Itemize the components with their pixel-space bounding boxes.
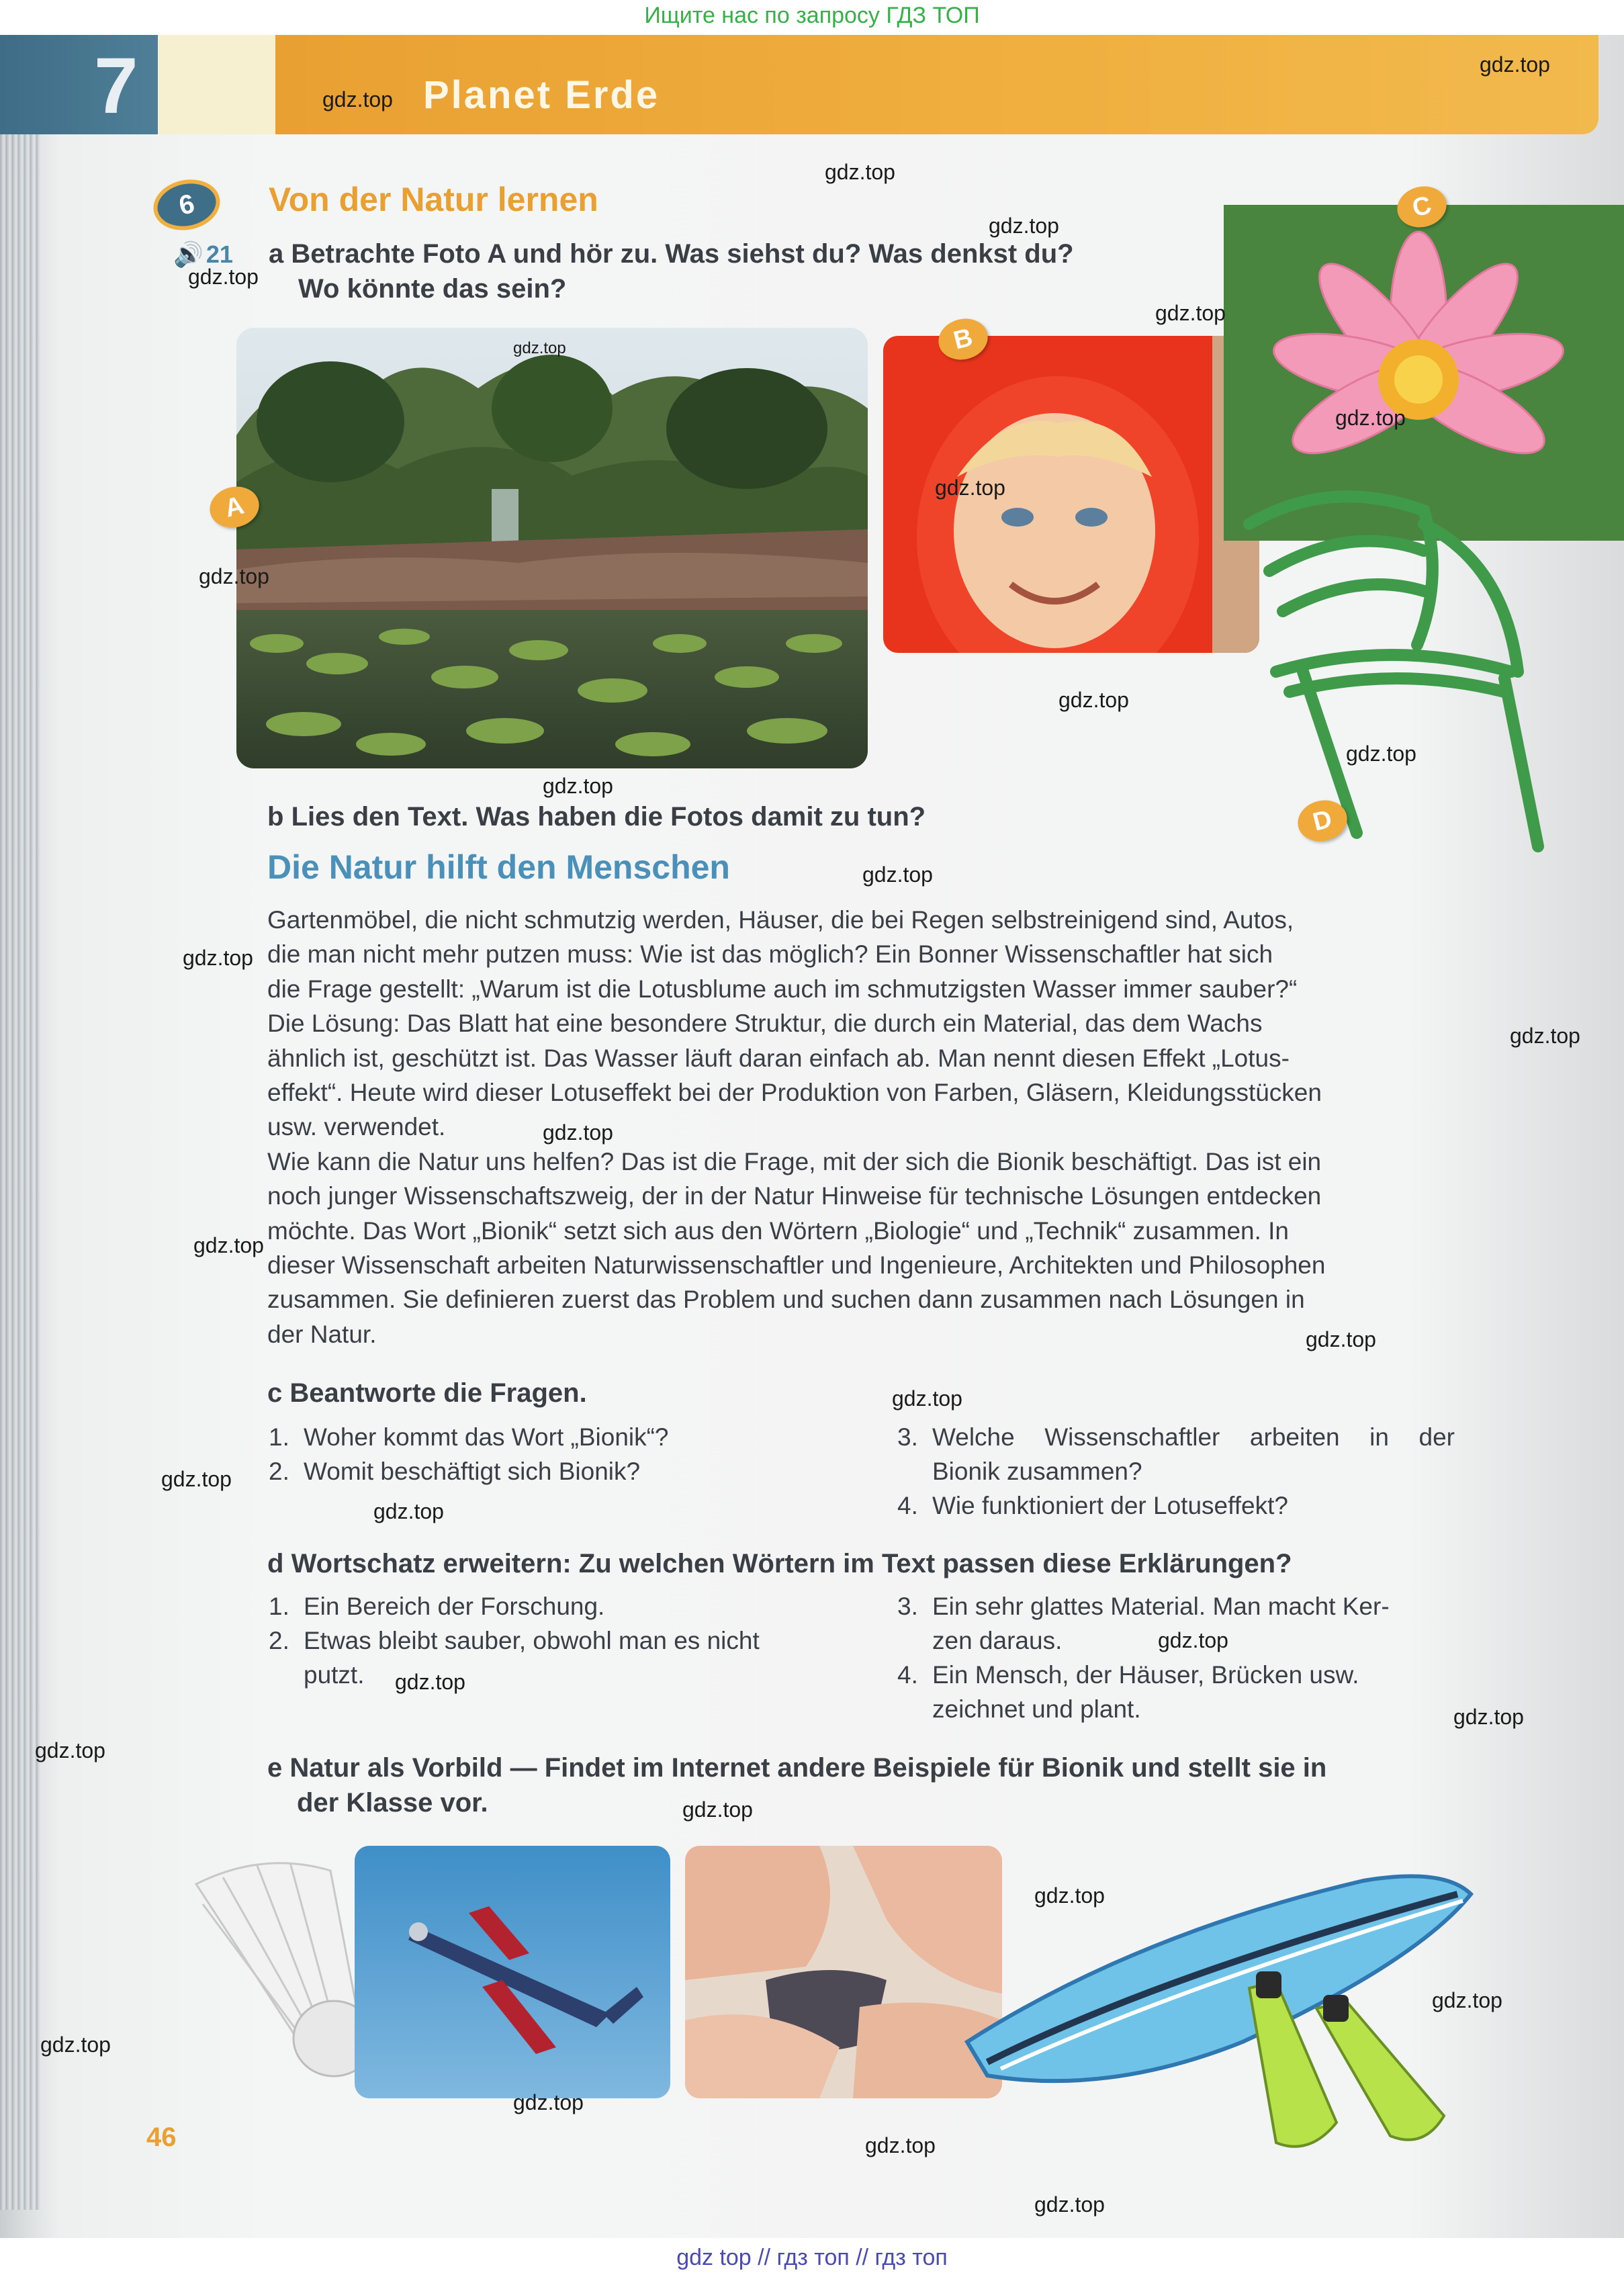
- task-b-text: Lies den Text. Was haben die Fotos damit zu tun?: [291, 802, 926, 832]
- reading-line: dieser Wissenschaft arbeiten Naturwissenschaftler und Ingenieure, Architekten und Philosophen: [267, 1251, 1326, 1280]
- watermark-text: gdz.top: [373, 1499, 444, 1523]
- definition-item: 2. Etwas bleibt sauber, obwohl man es nicht: [269, 1627, 760, 1654]
- watermark-text: gdz.top: [1346, 742, 1416, 766]
- photo-b-label: B: [934, 314, 992, 365]
- watermark-text: gdz.top: [543, 1120, 613, 1145]
- reading-line: effekt“. Heute wird dieser Lotuseffekt bei der Produktion von Farben, Gläsern, Kleidungsstücken: [267, 1079, 1322, 1107]
- reading-line: usw. verwendet.: [267, 1113, 446, 1141]
- reading-line: der Natur.: [267, 1320, 377, 1348]
- page-number: 46: [146, 2123, 177, 2152]
- watermark-text: gdz.top: [865, 2133, 936, 2157]
- watermark-text: gdz.top: [1306, 1327, 1376, 1351]
- audio-track-number: 21: [206, 240, 233, 268]
- reading-line: Gartenmöbel, die nicht schmutzig werden, Häuser, die bei Regen selbstreinigend sind, Autos,: [267, 906, 1294, 934]
- watermark-text: gdz.top: [1480, 52, 1550, 77]
- watermark-text: gdz.top: [543, 774, 613, 798]
- reading-line: die Frage gestellt: „Warum ist die Lotusblume auch im schmutzigsten Wasser immer sauber?“: [267, 975, 1298, 1003]
- watermark-text: gdz.top: [395, 1670, 465, 1694]
- watermark-text: gdz.top: [1155, 301, 1226, 325]
- watermark-text: gdz.top: [513, 2090, 584, 2114]
- reading-line: Die Lösung: Das Blatt hat eine besondere Struktur, die durch ein Material, das dem Wachs: [267, 1010, 1263, 1038]
- watermark-text: gdz.top: [1058, 688, 1129, 712]
- definition-item-continued: zen daraus.: [932, 1627, 1063, 1654]
- watermark-text: gdz.top: [935, 476, 1005, 500]
- watermark-text: gdz.top: [892, 1386, 962, 1411]
- reading-title: Die Natur hilft den Menschen: [267, 848, 730, 886]
- watermark-text: gdz.top: [161, 1467, 232, 1491]
- watermark-text: gdz.top: [183, 946, 253, 970]
- task-c-letter: c: [267, 1378, 283, 1408]
- section-number-badge: 6: [148, 173, 224, 236]
- chapter-light-strip: [158, 35, 275, 134]
- question-item: 4. Wie funktioniert der Lotuseffekt?: [897, 1492, 1288, 1519]
- task-c-title: Beantworte die Fragen.: [289, 1378, 587, 1408]
- task-e-line2: der Klasse vor.: [297, 1788, 488, 1818]
- reading-line: ähnlich ist, geschützt ist. Das Wasser läuft daran einfach ab. Man nennt diesen Effekt „Lotus-: [267, 1044, 1290, 1072]
- photo-a-garden-pond: [236, 328, 868, 768]
- section-title: Von der Natur lernen: [269, 181, 598, 218]
- photo-a-illustration: [236, 328, 868, 768]
- watermark-text: gdz.top: [682, 1797, 753, 1822]
- velcro-image: [685, 1846, 1002, 2098]
- task-d-letter: d: [267, 1549, 284, 1578]
- task-a-line2: Wo könnte das sein?: [298, 274, 567, 304]
- reading-text: [267, 903, 1449, 1351]
- watermark-text: gdz.top: [322, 87, 393, 111]
- airplane-image: [355, 1846, 670, 2098]
- watermark-text: gdz.top: [1034, 1883, 1105, 1908]
- task-e-letter: e: [267, 1753, 283, 1783]
- watermark-text: gdz.top: [199, 564, 269, 588]
- photo-a-label: A: [206, 482, 263, 533]
- task-a-letter: a: [269, 239, 284, 269]
- photo-d-label: D: [1294, 795, 1351, 846]
- task-d: [267, 1546, 1292, 1581]
- photo-c-label: C: [1393, 181, 1451, 232]
- definition-item: 3. Ein sehr glattes Material. Man macht Ker-: [897, 1593, 1390, 1620]
- question-item-continued: Bionik zusammen?: [932, 1458, 1142, 1485]
- task-e: [267, 1750, 1326, 1785]
- airplane-illustration: [355, 1846, 670, 2098]
- task-d-items-left: [269, 1589, 860, 1692]
- reading-line: die man nicht mehr putzen muss: Wie ist das möglich? Ein Bonner Wissenschaftler hat sich: [267, 940, 1273, 969]
- task-b: [267, 799, 926, 834]
- task-a: [269, 236, 1074, 271]
- watermark-text: gdz.top: [1510, 1024, 1580, 1048]
- definition-item: 4. Ein Mensch, der Häuser, Brücken usw.: [897, 1661, 1359, 1689]
- watermark-text: gdz.top: [862, 862, 933, 887]
- reading-line: möchte. Das Wort „Bionik“ setzt sich aus den Wörtern „Biologie“ und „Technik“ zusammen. In: [267, 1216, 1290, 1245]
- photo-d-green-chair: [1222, 470, 1572, 860]
- task-c-questions-left: [269, 1420, 860, 1488]
- watermark-text: gdz.top: [825, 160, 895, 184]
- question-item: 3. Welche Wissenschaftler arbeiten in der: [897, 1423, 1455, 1451]
- definition-item-continued: zeichnet und plant.: [932, 1695, 1141, 1723]
- task-b-letter: b: [267, 802, 284, 832]
- definition-item-continued: putzt.: [304, 1661, 365, 1689]
- watermark-text: gdz.top: [513, 339, 566, 357]
- chapter-number: 7: [94, 42, 138, 130]
- reading-line: zusammen. Sie definieren zuerst das Problem und suchen dann zusammen nach Lösungen in: [267, 1286, 1305, 1314]
- chapter-title: Planet Erde: [423, 73, 660, 117]
- watermark-text: gdz.top: [40, 2033, 111, 2057]
- watermark-text: gdz.top: [1335, 406, 1406, 430]
- reading-line: Wie kann die Natur uns helfen? Das ist die Frage, mit der sich die Bionik beschäftigt. Das ist ein: [267, 1147, 1322, 1175]
- photo-d-illustration: [1222, 470, 1572, 860]
- task-d-title: Wortschatz erweitern: Zu welchen Wörtern im Text passen diese Erklärungen?: [291, 1549, 1292, 1578]
- reading-line: noch junger Wissenschaftszweig, der in der Natur Hinweise für technische Lösungen entdecken: [267, 1182, 1322, 1210]
- watermark-text: gdz.top: [1432, 1988, 1502, 2012]
- watermark-text: gdz.top: [193, 1233, 264, 1257]
- task-c: [267, 1376, 587, 1411]
- watermark-text: gdz.top: [1453, 1705, 1524, 1729]
- watermark-text: gdz.top: [989, 214, 1059, 238]
- velcro-illustration: [685, 1846, 1002, 2098]
- watermark-text: gdz.top: [1034, 2192, 1105, 2217]
- task-a-line1: Betrachte Foto A und hör zu. Was siehst du? Was denkst du?: [291, 239, 1074, 269]
- watermark-text: gdz.top: [35, 1738, 105, 1762]
- watermark-text: gdz.top: [1158, 1628, 1228, 1652]
- definition-item: 1. Ein Bereich der Forschung.: [269, 1593, 605, 1620]
- footer-links[interactable]: gdz top // гдз топ // гдз топ: [0, 2238, 1624, 2277]
- speaker-icon: 🔊: [173, 240, 204, 268]
- task-c-questions-right: [897, 1420, 1455, 1523]
- question-item: 1. Woher kommt das Wort „Bionik“?: [269, 1423, 669, 1451]
- page-edges: [0, 128, 40, 2210]
- watermark-text: gdz.top: [188, 265, 259, 289]
- task-d-items-right: [897, 1589, 1455, 1726]
- question-item: 2. Womit beschäftigt sich Bionik?: [269, 1458, 641, 1485]
- task-e-line1: Natur als Vorbild — Findet im Internet andere Beispiele für Bionik und stellt sie in: [289, 1753, 1327, 1783]
- search-banner[interactable]: Ищите нас по запросу ГДЗ ТОП: [0, 0, 1624, 35]
